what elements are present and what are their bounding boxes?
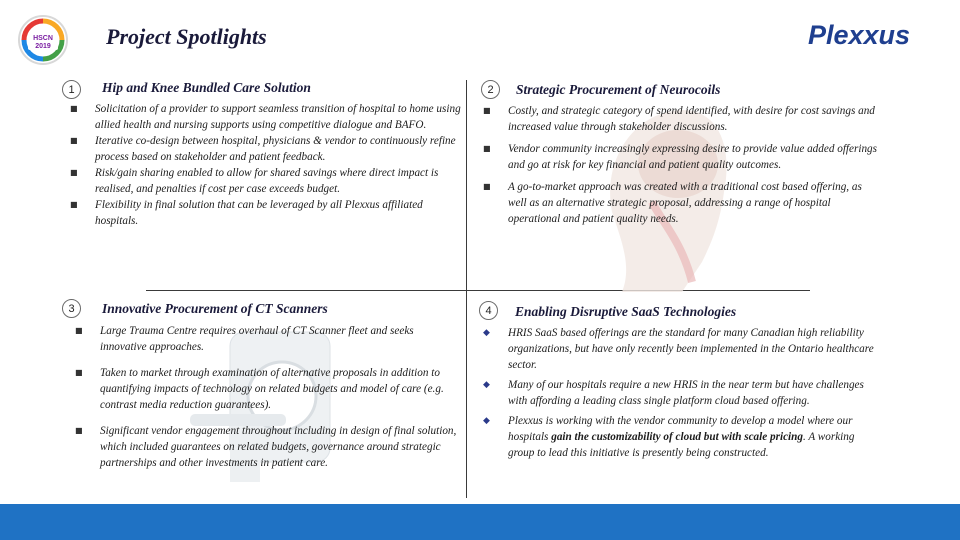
square-bullet-icon: ■ (70, 200, 78, 209)
quadrant-3-number: 3 (62, 299, 81, 318)
footer-bar (0, 504, 960, 540)
square-bullet-icon: ■ (70, 168, 78, 177)
list-item: ■ Taken to market through examination of alternative proposals in addition to quantifying impacts of technology on related budgets and model of care (e.g. contrast media reduction guarantees). (75, 367, 444, 411)
quadrant-4-number: 4 (479, 301, 498, 320)
quadrant-2-number: 2 (481, 80, 500, 99)
square-bullet-icon: ■ (483, 182, 491, 191)
quadrant-1-title: Hip and Knee Bundled Care Solution (102, 80, 311, 95)
slide-title: Project Spotlights (106, 24, 267, 49)
svg-text:2019: 2019 (35, 43, 51, 50)
quadrant-4-title: Enabling Disruptive SaaS Technologies (515, 304, 737, 319)
square-bullet-icon: ■ (483, 106, 491, 115)
list-item: ■ Significant vendor engagement throughout including in design of final solution, which included guarantees on related budgets, governance around strategic partnerships and other investments in patient care. (75, 425, 457, 469)
plexxus-logo (808, 16, 924, 52)
list-item: ◆ HRIS SaaS based offerings are the standard for many Canadian high reliability organizations, but have only recently been implemented in the Ontario healthcare sector. (483, 327, 874, 371)
list-item: ■ Vendor community increasingly expressing desire to provide value added offerings and go at risk for key financial and patient quality outcomes. (483, 143, 878, 171)
list-item: ■ Costly, and strategic category of spend identified, with desire for cost savings and increased value through stakeholder discussions. (483, 105, 875, 133)
square-bullet-icon: ■ (75, 368, 83, 377)
list-item: ■ Large Trauma Centre requires overhaul of CT Scanner fleet and seeks innovative approaches. (75, 325, 414, 353)
diamond-bullet-icon: ◆ (483, 328, 490, 338)
square-bullet-icon: ■ (75, 426, 83, 435)
square-bullet-icon: ■ (70, 136, 78, 145)
brand-wordmark: Plexxus (808, 19, 911, 50)
quadrant-1-number: 1 (62, 80, 81, 99)
list-item: ■ Risk/gain sharing enabled to allow for shared savings where direct impact is realised, and penalties if cost per case exceeds budget. (70, 167, 439, 195)
quadrant-2-bullets (483, 103, 878, 227)
list-item: ■ Solicitation of a provider to support seamless transition of hospital to home using allied health and nursing supports using competitive dialogue and BAFO. (70, 103, 461, 131)
list-item: ◆ Many of our hospitals require a new HRIS in the near term but have challenges with affording a leading class single platform cloud based offering. (483, 379, 864, 407)
list-item: ◆ Plexxus is working with the vendor community to develop a model where our hospitals gain the customizability of cloud but with scale pricing. A working group to lead this initiative is presently being constructed. (483, 415, 855, 459)
quadrant-1-bullets (70, 101, 467, 229)
emphasis-text: gain the customizability of cloud but with scale pricing (551, 431, 803, 443)
diamond-bullet-icon: ◆ (483, 416, 490, 426)
quadrant-3-title: Innovative Procurement of CT Scanners (102, 301, 328, 316)
list-item: ■ A go-to-market approach was created with a traditional cost based offering, as well as an alternative strategic proposal, addressing a range of hospital operational and patient quality needs. (483, 181, 862, 225)
hscn-2019-logo (14, 10, 72, 74)
diamond-bullet-icon: ◆ (483, 380, 490, 390)
square-bullet-icon: ■ (70, 104, 78, 113)
quadrant-4-bullets (483, 325, 878, 461)
square-bullet-icon: ■ (75, 326, 83, 335)
quadrant-3-bullets (75, 323, 462, 471)
list-item: ■ Iterative co-design between hospital, physicians & vendor to continuously refine process based on stakeholder and patient feedback. (70, 135, 456, 163)
svg-text:HSCN: HSCN (33, 35, 53, 42)
square-bullet-icon: ■ (483, 144, 491, 153)
list-item: ■ Flexibility in final solution that can be leveraged by all Plexxus affiliated hospitals. (70, 199, 423, 227)
quadrant-2-title: Strategic Procurement of Neurocoils (516, 82, 721, 97)
